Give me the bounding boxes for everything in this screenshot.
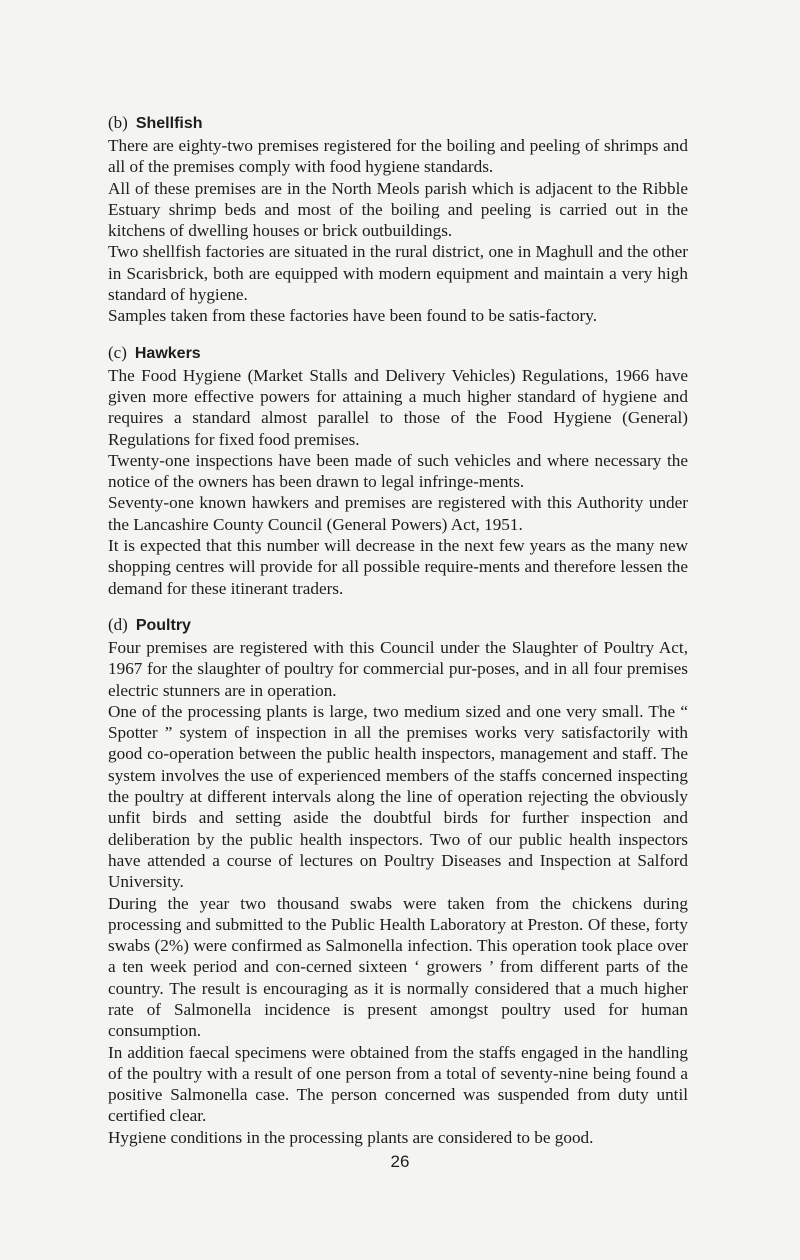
section-label: (b) — [108, 113, 128, 132]
section-heading — [108, 112, 688, 134]
section-label: (c) — [108, 342, 127, 362]
paragraph: During the year two thousand swabs were taken from the chickens during processing and submitted to the Public Health Laboratory at Preston. Of these, forty swabs (2%) were confirmed as Salmonella infection. This operation took place over a ten week period and con-cerned sixteen ‘ growers ’ from different parts of the country. The result is encouraging as it is normally considered that a much higher rate of Salmonella incidence is present amongst poultry used for human consumption. — [108, 893, 688, 1041]
paragraph: Four premises are registered with this Council under the Slaughter of Poultry Act, 1967 for the slaughter of poultry for commercial pur-poses, and in all four premises electric stunners are in operation. — [108, 637, 688, 700]
section-title: Hawkers — [134, 344, 201, 362]
paragraph: Seventy-one known hawkers and premises are registered with this Authority under the Lancashire County Council (General Powers) Act, 1951. — [108, 493, 688, 534]
section-heading — [108, 342, 688, 364]
section-heading — [108, 614, 688, 636]
paragraph: The Food Hygiene (Market Stalls and Delivery Vehicles) Regulations, 1966 have given more effective powers for attaining a much higher standard of hygiene and requires a standard almost parallel to those of the Food Hygiene (General) Regulations for fixed food premises. — [108, 365, 688, 449]
paragraph: Twenty-one inspections have been made of such vehicles and where necessary the notice of the owners has been drawn to legal infringe-ments. — [108, 450, 688, 492]
paragraph: All of these premises are in the North Meols parish which is adjacent to the Ribble Estuary shrimp beds and most of the boiling and peeling is carried out in the kitchens of dwelling houses or brick outbuildings. — [108, 178, 688, 241]
paragraph: One of the processing plants is large, two medium sized and one very small. The “ Spotter ” system of inspection in all the premises works very satisfactorily with good co-operation between the public health inspectors, management and staff. The system involves the use of experienced members of the staffs concerned inspecting the poultry at different intervals along the line of operation rejecting the obviously unfit birds and setting aside the doubtful birds for further inspection and deliberation by the public health inspectors. Two of our public health inspectors have attended a course of lectures on Poultry Diseases and Inspection at Salford University. — [108, 701, 688, 892]
section-title: Shellfish — [135, 115, 203, 132]
paragraph: Samples taken from these factories have been found to be satis-factory. — [108, 306, 598, 326]
paragraph: Hygiene conditions in the processing plants are considered to be good. — [108, 1127, 594, 1147]
paragraph: In addition faecal specimens were obtained from the staffs engaged in the handling of the poultry with a result of one person from a total of seventy-nine being found a positive Salmonella case. The person concerned was suspended from duty until certified clear. — [108, 1042, 688, 1126]
section-title: Poultry — [135, 616, 191, 634]
page-number: 26 — [390, 1152, 410, 1171]
section-hawkers — [108, 342, 688, 599]
paragraph: There are eighty-two premises registered for the boiling and peeling of shrimps and all of the premises comply with food hygiene standards. — [108, 136, 688, 177]
paragraph: Two shellfish factories are situated in the rural district, one in Maghull and the other in Scarisbrick, both are equipped with modern equipment and maintain a very high standard of hygiene. — [108, 242, 688, 305]
section-poultry — [108, 614, 688, 1148]
section-shellfish — [108, 112, 688, 327]
paragraph: It is expected that this number will decrease in the next few years as the many new shopping centres will provide for all possible require-ments and therefore lessen the demand for these itinerant traders. — [108, 536, 688, 598]
document-page — [108, 112, 688, 1163]
section-label: (d) — [108, 614, 128, 634]
